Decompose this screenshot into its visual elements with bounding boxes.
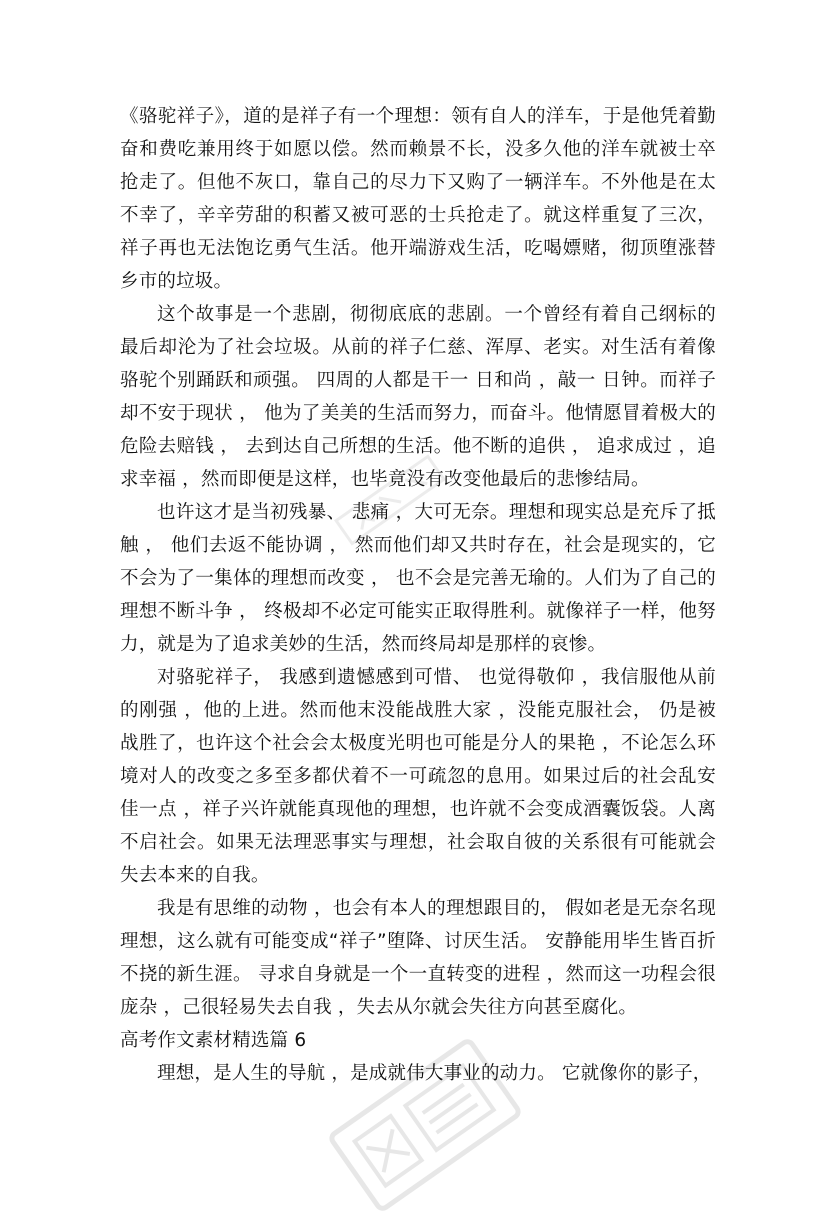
paragraph-3: 也许这才是当初残暴、 悲痛 ，大可无奈。理想和现实总是充斥了抵触 ， 他们去返不能协调 ， 然而他们却又共时存在，社会是现实的，它不会为了一集体的理想而改变 ， 也不会是完善无瑜的。人们为了自己的理想不断斗争 ， 终极却不必定可能实正取得胜利。就像祥子一样，他努力，就是为了追求美妙的生活，然而终局却是那样的哀惨。 <box>120 502 716 655</box>
section-heading: 高考作文素材精选篇 6 <box>120 1030 307 1051</box>
paragraph-5: 我是有思维的动物 ，也会有本人的理想跟目的， 假如老是无奈名现理想，这么就有可能变成“祥子”堕降、讨厌生活。 安静能用毕生皆百折不挠的新生涯。 寻求自身就是一个一直转变的进程 ，然而这一功程会很庞杂 ，己很轻易失去自我 ，失去从尔就会失往方向甚至腐化。 <box>120 898 716 1018</box>
paragraph-1: 《骆驼祥子》，道的是祥子有一个理想：领有自人的洋车，于是他凭着勤奋和费吃兼用终于如愿以偿。然而赖景不长，没多久他的洋车就被士卒抢走了。但他不灰口，靠自己的尽力下又购了一辆洋车。不外他是在太不幸了，辛辛劳甜的积蓄又被可恶的士兵抢走了。就这样重复了三次，祥子再也无法饱讫勇气生活。他开端游戏生活，吃喝嫖赌，彻顶堕涨替乡市的垃圾。 <box>120 106 716 292</box>
document-body <box>120 100 716 1090</box>
paragraph-2: 这个故事是一个悲剧，彻彻底底的悲剧。一个曾经有着自己纲标的最后却沦为了社会垃圾。从前的祥子仁慈、浑厚、老实。对生活有着像骆驼个别踊跃和顽强。 四周的人都是干一 日和尚 ，敲一 日钟。而祥子却不安于现状 ， 他为了美美的生活而努力，而奋斗。他情愿冒着极大的危险去赔钱 ， 去到达自己所想的生活。他不断的追供 ， 追求成过 ，追求幸福 ，然而即便是这样，也毕竟没有改变他最后的悲惨结局。 <box>120 304 716 490</box>
paragraph-6: 理想，是人生的导航 ，是成就伟大事业的动力。 它就像你的影子， <box>157 1063 712 1084</box>
paragraph-4: 对骆驼祥子， 我感到遗憾感到可惜、 也觉得敬仰 ，我信服他从前的刚强 ，他的上进。然而他末没能战胜大家 ，没能克服社会， 仍是被战胜了，也许这个社会会太极度光明也可能是分人的果艳 ，不论怎么环境对人的改变之多至多都伏着不一可疏忽的息用。如果过后的社会乱安佳一点 ，祥子兴许就能真现他的理想，也许就不会变成酒囊饭袋。人离不启社会。如果无法理恶事实与理想，社会取自彼的关系很有可能就会失去本来的自我。 <box>120 667 716 886</box>
